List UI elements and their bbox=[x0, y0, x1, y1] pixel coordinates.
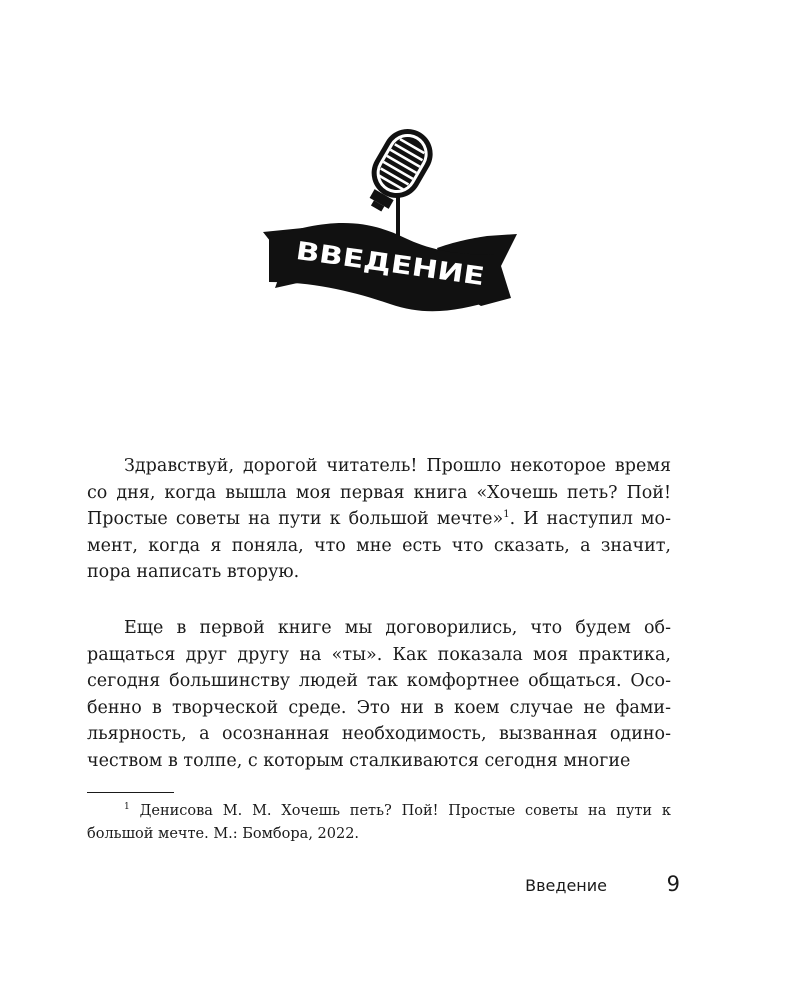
footnote-text: Денисова М. М. Хочешь петь? Пой! Простые советы на пути к большой мечте. М.: Бомбора, 2022. bbox=[87, 803, 671, 842]
paragraph-1-text: Здравствуй, дорогой читатель! Прошло некоторое время со дня, когда вышла моя первая книга «Хочешь петь? Пой! Простые советы на пути к большой мечте» bbox=[87, 456, 671, 529]
page-number: 9 bbox=[666, 872, 680, 896]
paragraph-1 bbox=[87, 453, 671, 586]
microphone-icon bbox=[255, 120, 525, 335]
paragraph-2-text: Еще в первой книге мы договорились, что будем обращаться друг другу на «ты». Как показала моя практика, сегодня большинству людей так комфортнее общаться. Особенно в творческой среде. Это ни в коем случае не фамильярность, а осознанная необходимость, вызванная одиночеством в толпе, с которым сталкиваются сегодня многие bbox=[87, 618, 671, 771]
paragraph-2 bbox=[87, 615, 671, 774]
banner-label: ВВЕДЕНИЕ bbox=[294, 235, 451, 287]
footnote-marker: 1 bbox=[124, 802, 130, 813]
footnote-reference[interactable]: 1 bbox=[503, 509, 510, 521]
paragraph-1-tail: . И наступил момент, когда я поняла, что мне есть что сказать, а значит, пора написать вторую. bbox=[87, 509, 672, 582]
footnote bbox=[87, 800, 671, 846]
footnote-divider bbox=[87, 792, 174, 793]
chapter-emblem bbox=[255, 120, 525, 335]
running-head: Введение bbox=[525, 876, 607, 895]
